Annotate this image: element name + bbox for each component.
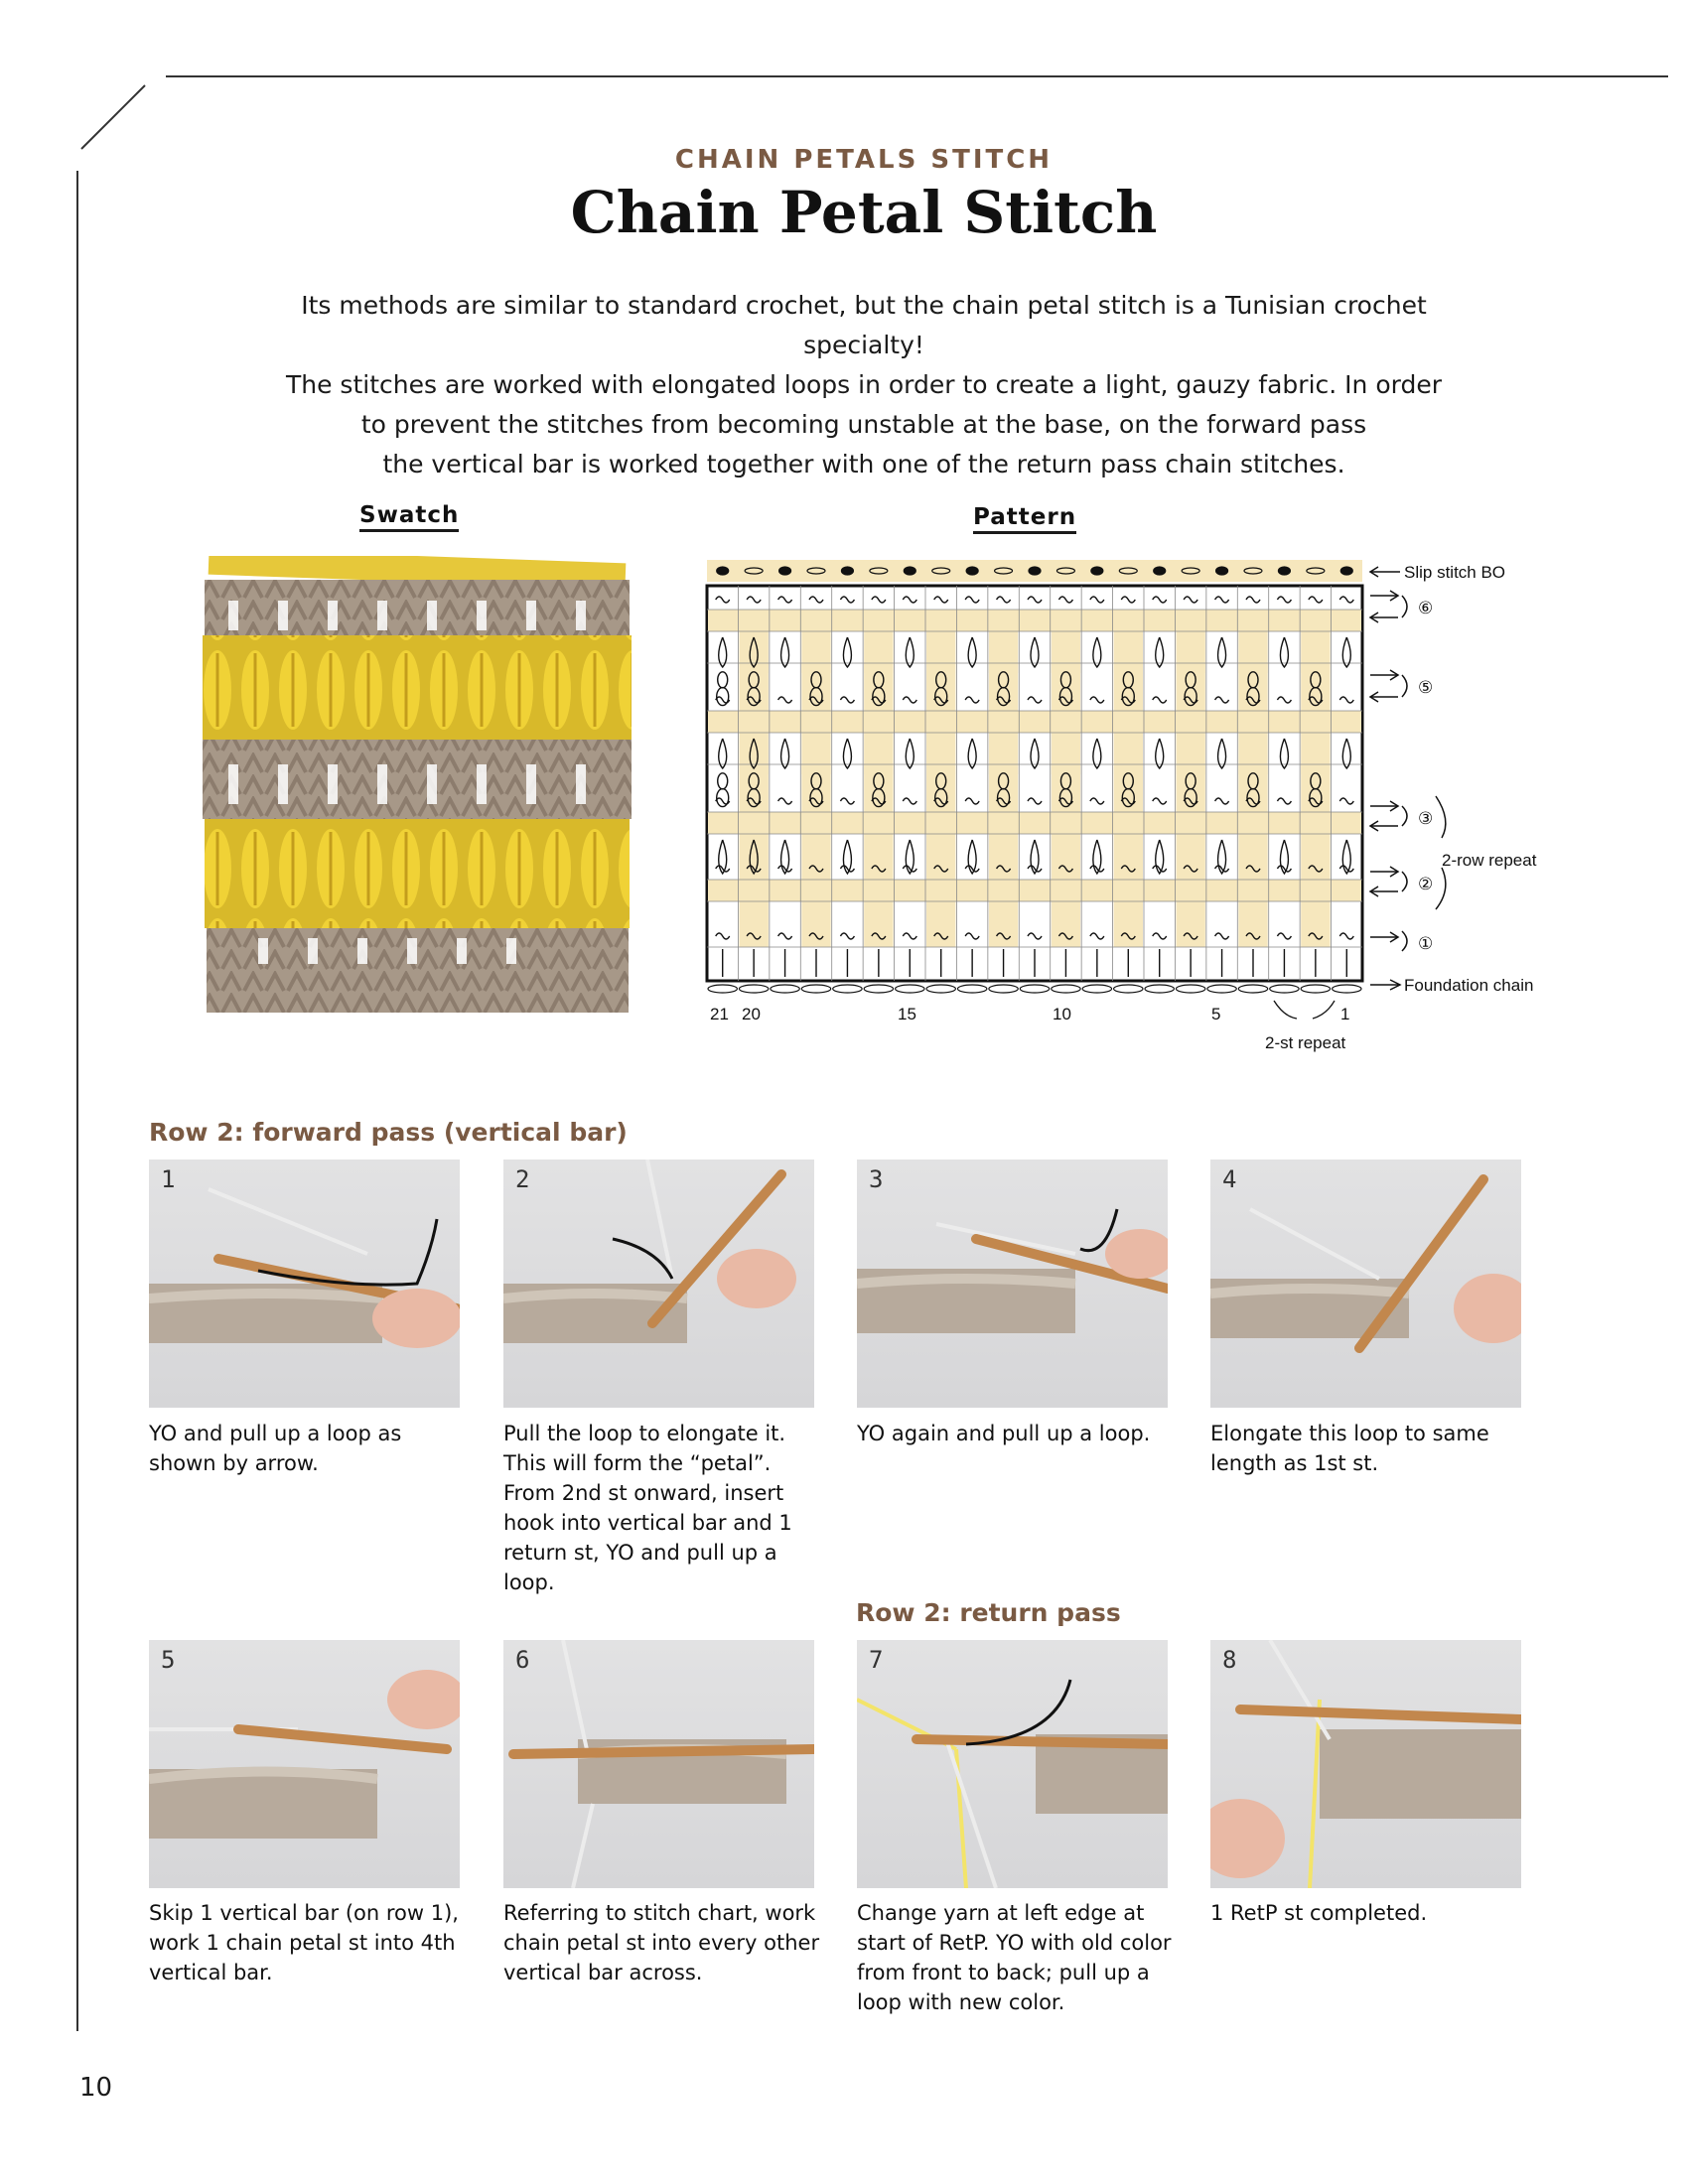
page-number: 10	[79, 2073, 113, 2103]
chart-foundation-chain	[1145, 985, 1174, 993]
step-7-illustration	[857, 1640, 1168, 1888]
chart-cell	[989, 834, 1018, 880]
chart-foundation-chain	[989, 985, 1018, 993]
chart-cell	[739, 901, 768, 947]
chart-cell	[1176, 834, 1204, 880]
chart-cell	[1176, 901, 1204, 947]
chart-foundation-chain	[1333, 985, 1361, 993]
chart-foundation-chain	[1020, 985, 1049, 993]
swatch-image	[199, 556, 645, 1023]
chart-cell	[1301, 901, 1330, 947]
step-caption-7: Change yarn at left edge at start of RetP. YO with old color from front to back; pull up a loop with new color.	[857, 1901, 1172, 2014]
step-photo-8	[1210, 1640, 1521, 1888]
step-5-illustration	[149, 1640, 460, 1888]
step-number-3: 3	[869, 1165, 884, 1193]
step-number-4: 4	[1222, 1165, 1237, 1193]
chart-band	[708, 610, 1361, 631]
intro-line-2: The stitches are worked with elongated loops in order to create a light, gauzy fabric. In order	[285, 370, 1442, 399]
chart-cell	[926, 901, 955, 947]
foundation-chain-label: Foundation chain	[1404, 976, 1534, 995]
col-number-10: 10	[1053, 1005, 1071, 1024]
step-photo-7	[857, 1640, 1168, 1888]
step-photo-5	[149, 1640, 460, 1888]
step-photo-3	[857, 1160, 1168, 1408]
col-number-21: 21	[710, 1005, 729, 1024]
chart-foundation-chain	[833, 985, 862, 993]
col-number-20: 20	[742, 1005, 761, 1024]
top-rule	[166, 75, 1668, 77]
step-8-illustration	[1210, 1640, 1521, 1888]
chart-cell	[926, 834, 955, 880]
intro-paragraph	[238, 286, 1489, 484]
step-number-2: 2	[515, 1165, 530, 1193]
chart-foundation-chain	[864, 985, 893, 993]
pattern-label: Pattern	[973, 504, 1076, 534]
step-caption-6: Referring to stitch chart, work chain petal st into every other vertical bar across.	[503, 1901, 820, 1984]
col-number-5: 5	[1211, 1005, 1221, 1024]
page-title: Chain Petal Stitch	[570, 179, 1158, 246]
chart-bo-mark	[1340, 567, 1352, 575]
chart-bo-mark	[966, 567, 978, 575]
row-number-2: ②	[1418, 875, 1434, 893]
step-4-illustration	[1210, 1160, 1521, 1408]
step-caption-2: Pull the loop to elongate it. This will form the “petal”. From 2nd st onward, insert hook into vertical bar and 1 return st, YO and pull up a loop.	[503, 1422, 792, 1594]
step-caption-4: Elongate this loop to same length as 1st st.	[1210, 1422, 1489, 1475]
col-number-1: 1	[1340, 1005, 1350, 1024]
step-number-7: 7	[869, 1646, 884, 1674]
chart-band	[708, 880, 1361, 901]
chart-bo-mark	[1278, 567, 1290, 575]
slip-stitch-label: Slip stitch BO	[1404, 563, 1506, 582]
section-kicker: CHAIN PETALS STITCH	[674, 145, 1054, 175]
step-number-8: 8	[1222, 1646, 1237, 1674]
chart-bo-mark	[779, 567, 791, 575]
step-photo-1	[149, 1160, 460, 1408]
step-caption-1: YO and pull up a loop as shown by arrow.	[149, 1422, 402, 1475]
step-number-5: 5	[161, 1646, 176, 1674]
chart-cell	[1114, 901, 1143, 947]
chart-foundation-chain	[801, 985, 830, 993]
intro-line-4: the vertical bar is worked together with one of the return pass chain stitches.	[382, 450, 1345, 478]
chart-cell	[1052, 834, 1080, 880]
step-number-1: 1	[161, 1165, 176, 1193]
chart-bo-mark	[1216, 567, 1228, 575]
step-2-illustration	[503, 1160, 814, 1408]
intro-line-3: to prevent the stitches from becoming unstable at the base, on the forward pass	[360, 410, 1367, 439]
chart-foundation-chain	[1176, 985, 1204, 993]
step-photo-4	[1210, 1160, 1521, 1408]
chart-foundation-chain	[739, 985, 768, 993]
chart-cell	[989, 901, 1018, 947]
step-1-illustration	[149, 1160, 460, 1408]
chart-cell	[801, 834, 830, 880]
chart-cell	[1114, 834, 1143, 880]
step-photo-2	[503, 1160, 814, 1408]
step-6-illustration	[503, 1640, 814, 1888]
row-number-6: ⑥	[1418, 599, 1434, 617]
corner-slash	[79, 83, 159, 153]
step-photo-6	[503, 1640, 814, 1888]
step-caption-5: Skip 1 vertical bar (on row 1), work 1 chain petal st into 4th vertical bar.	[149, 1901, 459, 1984]
chart-bo-mark	[1154, 567, 1166, 575]
row-number-1: ①	[1418, 934, 1434, 953]
chart-foundation-chain	[1052, 985, 1080, 993]
step-number-6: 6	[515, 1646, 530, 1674]
intro-line-1: Its methods are similar to standard crochet, but the chain petal stitch is a Tunisian crochet specialty!	[301, 291, 1427, 359]
chart-bo-mark	[717, 567, 729, 575]
chart-cell	[1238, 901, 1267, 947]
chart-bo-mark	[904, 567, 915, 575]
chart-foundation-chain	[957, 985, 986, 993]
step-caption-8: 1 RetP st completed.	[1210, 1901, 1428, 1925]
two-row-repeat-label: 2-row repeat	[1442, 851, 1537, 870]
chart-cell	[1301, 834, 1330, 880]
chart-bo-mark	[841, 567, 853, 575]
chart-band	[708, 812, 1361, 834]
chart-foundation-chain	[896, 985, 924, 993]
col-number-15: 15	[898, 1005, 916, 1024]
stitch-chart	[695, 552, 1569, 1068]
step-caption-3: YO again and pull up a loop.	[857, 1422, 1151, 1445]
chart-cell	[1238, 834, 1267, 880]
two-st-repeat-label: 2-st repeat	[1265, 1033, 1346, 1052]
chart-cell	[864, 834, 893, 880]
chart-foundation-chain	[771, 985, 799, 993]
chart-foundation-chain	[1301, 985, 1330, 993]
step-3-illustration	[857, 1160, 1168, 1408]
chart-foundation-chain	[1114, 985, 1143, 993]
chart-band	[708, 711, 1361, 733]
chart-foundation-chain	[1270, 985, 1299, 993]
chart-foundation-chain	[926, 985, 955, 993]
chart-bo-mark	[1029, 567, 1041, 575]
row-number-3: ③	[1418, 809, 1434, 828]
chart-foundation-chain	[708, 985, 737, 993]
chart-cell	[1052, 901, 1080, 947]
forward-pass-heading: Row 2: forward pass (vertical bar)	[149, 1118, 628, 1147]
chart-foundation-chain	[1238, 985, 1267, 993]
chart-foundation-chain	[1082, 985, 1111, 993]
chart-cell	[864, 901, 893, 947]
swatch-label: Swatch	[359, 502, 459, 532]
chart-foundation-chain	[1207, 985, 1236, 993]
row-number-5: ⑤	[1418, 678, 1434, 697]
left-rule	[76, 171, 78, 2031]
chart-bo-mark	[1091, 567, 1103, 575]
chart-cell	[801, 901, 830, 947]
return-pass-heading: Row 2: return pass	[856, 1598, 1121, 1627]
